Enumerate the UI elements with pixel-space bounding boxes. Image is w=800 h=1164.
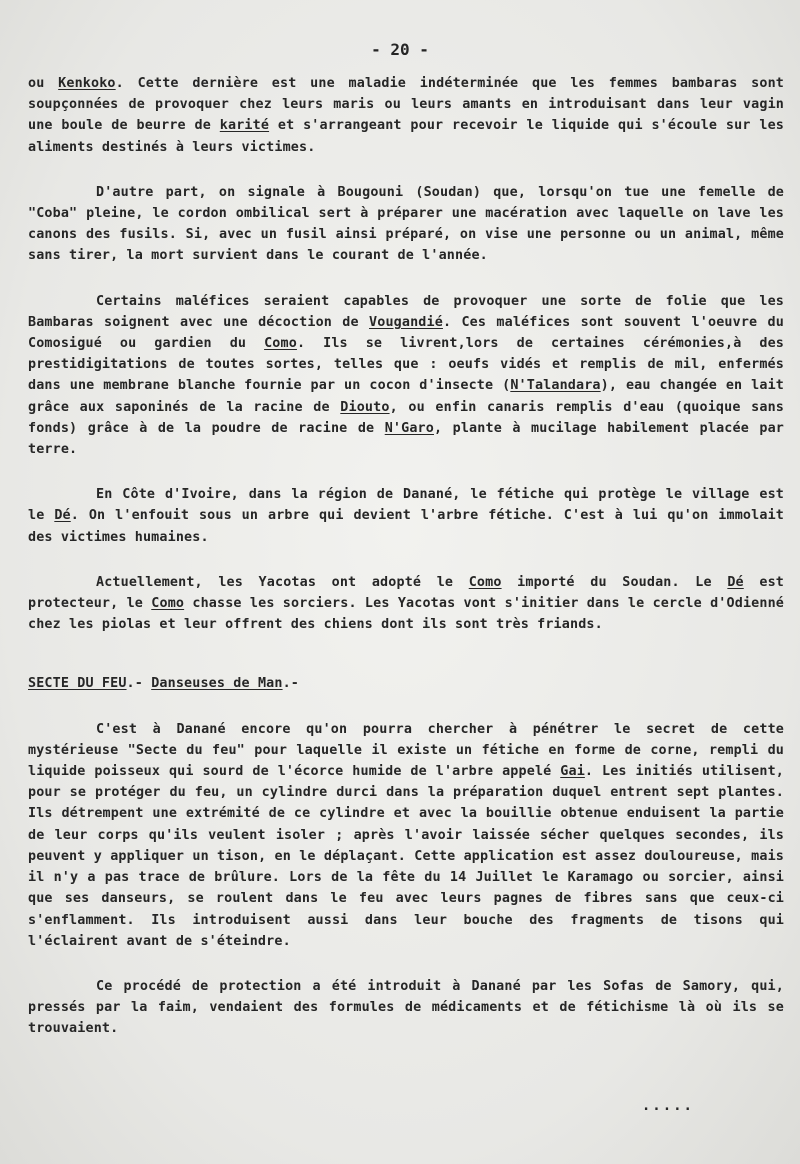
paragraph-4	[28, 484, 784, 548]
text-run: ou	[28, 76, 59, 91]
text-run: , ou enfin canaris remplis d'eau (quoique sans fonds) grâce à de la poudre de racine de	[28, 399, 784, 436]
text-run: C'est à Danané encore qu'on pourra chercher à pénétrer le secret de cette mystérieuse "Secte du feu" pour laquelle il existe un fétiche en forme de corne, rempli du liquide poisseux qui sourd de l'écorce humide de l'arbre appelé	[28, 721, 784, 780]
text-run: . On l'enfouit sous un arbre qui devient l'arbre fétiche. C'est à lui qu'on immolait des victimes humaines.	[28, 508, 784, 545]
underlined-term: Gai	[560, 764, 585, 780]
underlined-term: Dé	[54, 508, 71, 524]
text-run: est protecteur, le	[28, 574, 784, 612]
underlined-term: Vougandié	[369, 314, 443, 330]
text-run: Certains maléfices seraient capables de provoquer une sorte de folie que les Bambaras soignent avec une décoction de	[28, 293, 784, 330]
text-run: ), eau changée en lait grâce aux saponinés de la racine de	[28, 378, 784, 415]
underlined-term: Diouto	[340, 399, 390, 415]
page-number: - 20 -	[371, 40, 429, 59]
document-body	[28, 73, 784, 1064]
underlined-term: Como	[468, 574, 502, 590]
paragraph-6	[28, 719, 784, 952]
text-run: , plante à mucilage habilement placée par terre.	[28, 420, 785, 458]
paragraph-1	[28, 73, 784, 158]
paragraph-7: Ce procédé de protection a été introduit à Danané par les Sofas de Samory, qui, pressés par la faim, vendaient des formules de médicaments et de fétichisme là où ils se trouvaient.	[28, 978, 784, 1037]
text-run: Actuellement, les Yacotas ont adopté le	[96, 574, 469, 590]
text-run: .-	[282, 676, 300, 692]
underlined-term: Kenkoko	[58, 76, 116, 91]
text-run: . Cette dernière est une maladie indéterminée que les femmes bambaras sont soupçonnées de provoquer chez leurs maris ou leurs amants en introduisant dans leur vagin une boule de beurre de	[28, 76, 784, 134]
text-run: importé du Soudan. Le	[501, 574, 728, 590]
underlined-term: Como	[151, 596, 185, 612]
text-run: . Ils se livrent,lors de certaines cérémonies,à des prestidigitations de toutes sortes, telles que : oeufs vidés et remplis de mil, enfermés dans une membrane blanche fournie par un cocon d'insecte (	[28, 336, 784, 394]
underlined-term: N'Talandara	[510, 378, 601, 394]
text-run: . Ces maléfices sont souvent l'oeuvre du Comosigué ou gardien du	[28, 314, 784, 352]
text-run: et s'arrangeant pour recevoir le liquide qui s'écoule sur les aliments destinés à leurs victimes.	[28, 118, 784, 155]
underlined-term: Dé	[727, 574, 744, 590]
underlined-term: N'Garo	[384, 420, 434, 436]
text-run: . Les initiés utilisent, pour se protéger du feu, un cylindre durci dans la préparation duquel entrent sept plantes. Ils détrempent une extrémité de ce cylindre et avec la bouillie obtenue enduisent la partie de leur corps qu'ils veulent isoler ; après l'avoir laissée sécher quelques secondes, ils peuvent y appliquer un tison, en le déplaçant. Cette application est assez douloureuse, mais il n'y a pas trace de brûlure. Lors de la fête du 14 Juillet le Karamago ou sorcier, ainsi que ses danseurs, se roulent dans le feu avec leurs pagnes de fibres sans que ceux-ci s'enflamment. Ils introduisent aussi dans leur bouche des fragments de tisons qui l'éclairent avant de s'éteindre.	[28, 764, 784, 949]
section-title: SECTE DU FEU	[28, 676, 127, 692]
underlined-term: Como	[264, 336, 297, 352]
paragraph-2: D'autre part, on signale à Bougouni (Soudan) que, lorsqu'on tue une femelle de "Coba" pleine, le cordon ombilical sert à préparer une macération avec laquelle on lave les canons des fusils. Si, avec un fusil ainsi préparé, on vise une personne ou un animal, même sans tirer, la mort survient dans le courant de l'année.	[28, 184, 784, 264]
text-run: chasse les sorciers. Les Yacotas vont s'initier dans le cercle d'Odienné chez les piolas et leur offrent des chiens dont ils sont très friands.	[28, 596, 784, 633]
paragraph-3	[28, 291, 784, 461]
text-run: .-	[126, 676, 152, 692]
text-run: En Côte d'Ivoire, dans la région de Danané, le fétiche qui protège le village est le	[28, 487, 784, 524]
paragraph-5	[28, 572, 784, 636]
section-subtitle: Danseuses de Man	[151, 676, 283, 692]
underlined-term: karité	[219, 118, 270, 134]
section-heading	[28, 673, 784, 694]
continuation-marks: .....	[641, 1098, 694, 1114]
